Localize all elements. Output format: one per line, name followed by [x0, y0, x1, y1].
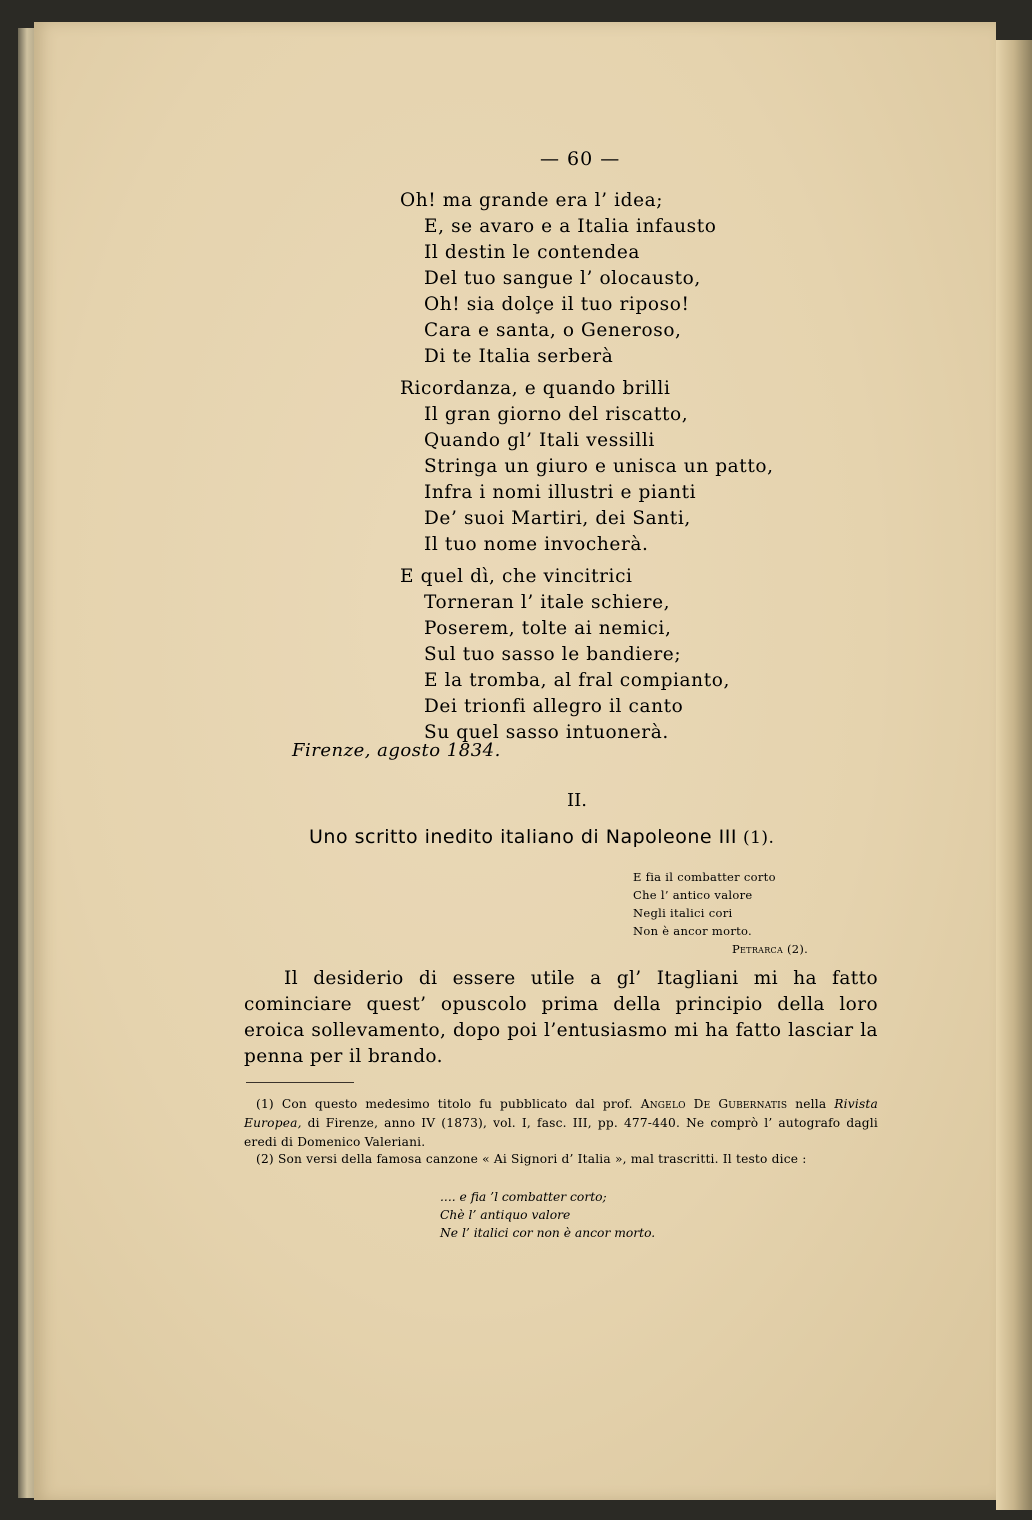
- poem-line: Poserem, tolte ai nemici,: [424, 618, 672, 639]
- footnote-1-author: Angelo De Gubernatis: [640, 1097, 788, 1111]
- footnote-1-journal: Rivista Europea,: [244, 1097, 878, 1130]
- section-number: II.: [567, 790, 587, 811]
- facing-page-edge: [996, 40, 1032, 1510]
- poem-line: Infra i nomi illustri e pianti: [424, 482, 697, 503]
- footnote-rule: [246, 1082, 354, 1083]
- page-number: — 60 —: [540, 148, 621, 170]
- footnote-2: [244, 1150, 878, 1169]
- epigraph-line: Non è ancor morto.: [633, 924, 753, 938]
- poem-line: E quel dì, che vincitrici: [400, 566, 633, 587]
- poem-line: Il gran giorno del riscatto,: [424, 404, 689, 425]
- poem-dateline: Firenze, agosto 1834.: [292, 740, 501, 761]
- poem-line: Stringa un giuro e unisca un patto,: [424, 456, 774, 477]
- section-title-text: Uno scritto inedito italiano di Napoleone III: [309, 826, 737, 848]
- footnote-1-text: nella: [787, 1097, 835, 1111]
- section-title-note: (1).: [742, 828, 775, 848]
- poem-line: Cara e santa, o Generoso,: [424, 320, 682, 341]
- epigraph-line: Che l’ antico valore: [633, 888, 753, 902]
- epigraph-attribution: Petrarca (2).: [732, 942, 809, 956]
- poem-line: Quando gl’ Itali vessilli: [424, 430, 655, 451]
- poem-line: Dei trionfi allegro il canto: [424, 696, 684, 717]
- poem-line: E la tromba, al fral compianto,: [424, 670, 730, 691]
- quote-line: Ne l’ italici cor non è ancor morto.: [440, 1226, 656, 1240]
- body-paragraph-text: Il desiderio di essere utile a gl’ Itagliani mi ha fatto cominciare quest’ opuscolo prima della principio della loro eroica sollevamento, dopo poi l’entusiasmo mi ha fatto lasciar la penna per il brando.: [244, 968, 878, 1067]
- quote-line: Chè l’ antiquo valore: [440, 1208, 571, 1222]
- poem-line: Il destin le contendea: [424, 242, 641, 263]
- quote-line: .... e fia ’l combatter corto;: [440, 1190, 607, 1204]
- poem-line: Di te Italia serberà: [424, 346, 614, 367]
- section-title: [309, 826, 774, 848]
- poem-line: Oh! ma grande era l’ idea;: [400, 190, 664, 211]
- poem-line: E, se avaro e a Italia infausto: [424, 216, 717, 237]
- poem-line: De’ suoi Martiri, dei Santi,: [424, 508, 691, 529]
- epigraph-line: Negli italici cori: [633, 906, 733, 920]
- poem-line: Il tuo nome invocherà.: [424, 534, 649, 555]
- poem-line: Su quel sasso intuonerà.: [424, 722, 669, 743]
- epigraph-line: E fia il combatter corto: [633, 870, 776, 884]
- poem-line: Ricordanza, e quando brilli: [400, 378, 671, 399]
- footnote-1: [244, 1095, 878, 1152]
- footnote-1-text: di Firenze, anno IV (1873), vol. I, fasc. III, pp. 477-440. Ne comprò l’ autografo dagli eredi di Domenico Valeriani.: [244, 1116, 878, 1149]
- poem-line: Sul tuo sasso le bandiere;: [424, 644, 682, 665]
- poem-line: Del tuo sangue l’ olocausto,: [424, 268, 701, 289]
- body-paragraph: [244, 966, 878, 1070]
- poem-line: Torneran l’ itale schiere,: [424, 592, 671, 613]
- footnote-2-text: (2) Son versi della famosa canzone « Ai Signori d’ Italia », mal trascritti. Il testo dice :: [256, 1152, 807, 1166]
- footnote-1-text: (1) Con questo medesimo titolo fu pubblicato dal prof.: [256, 1097, 641, 1111]
- poem-line: Oh! sia dolçe il tuo riposo!: [424, 294, 690, 315]
